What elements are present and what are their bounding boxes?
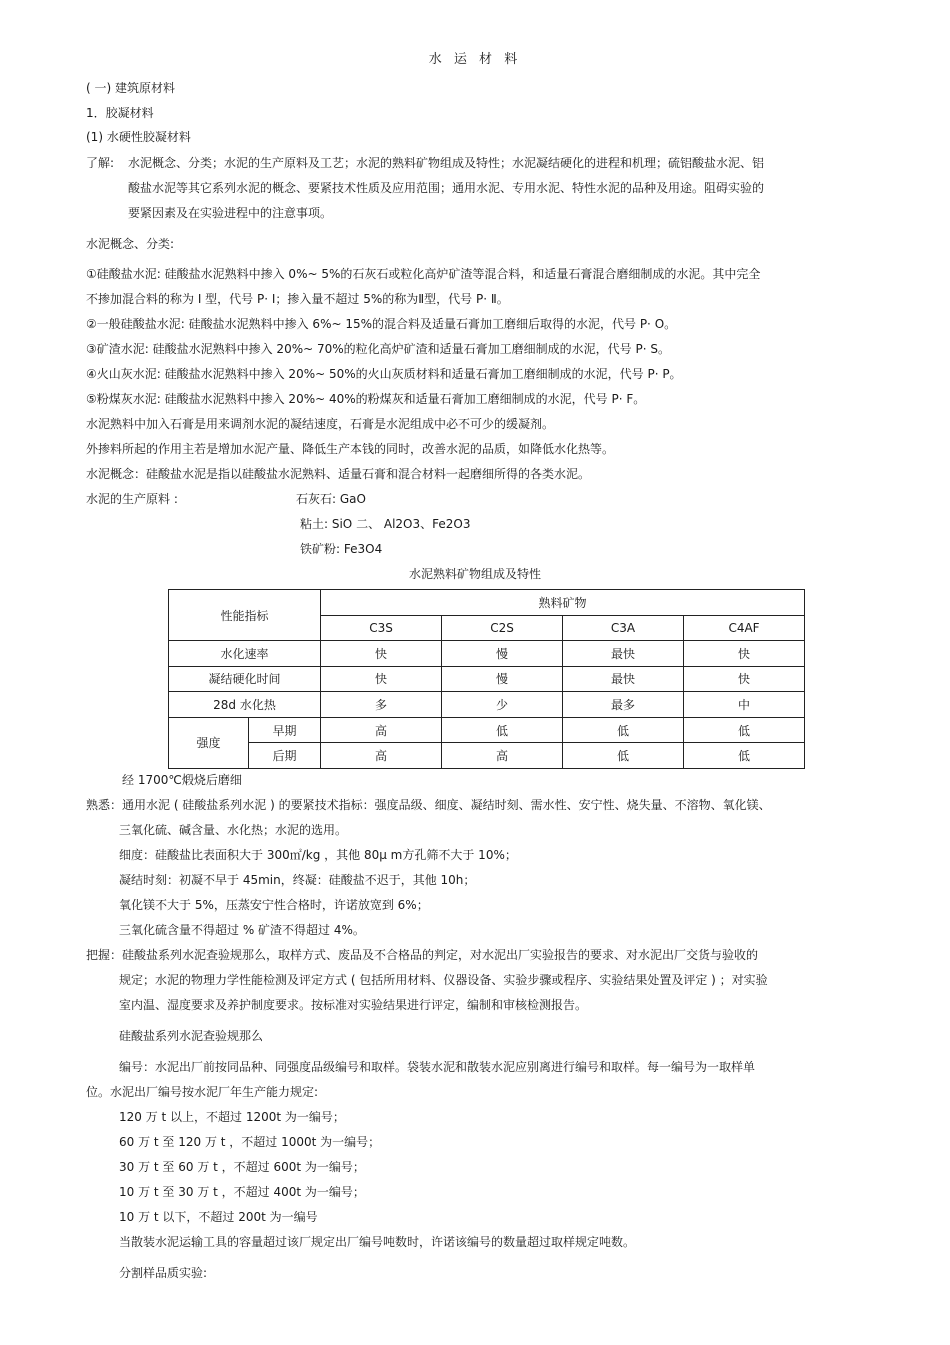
bulk-note: 当散装水泥运输工具的容量超过该厂规定出厂编号吨数时，许诺该编号的数量超过取样规定吨数。 (119, 1235, 636, 1249)
table-column-header: C3S (321, 615, 442, 641)
table-cell: 快 (321, 666, 442, 692)
table-cell: 慢 (442, 641, 563, 667)
raw-material-item: 铁矿粉: Fe3O4 (300, 542, 383, 556)
table-column-header: C3A (563, 615, 684, 641)
table-row (169, 717, 805, 743)
table-row (169, 641, 805, 667)
table-cell: 高 (442, 743, 563, 769)
numbering-item: 10 万 t 以下，不超过 200t 为一编号 (119, 1210, 318, 1224)
table-cell: 低 (563, 743, 684, 769)
table-row-label: 水化速率 (169, 641, 321, 667)
table-cell: 低 (684, 743, 805, 769)
master-line: 把握：硅酸盐系列水泥查验规那么，取样方式、废品及不合格品的判定，对水泥出厂实验报告的要求、对水泥出厂交货与验收的 (86, 948, 759, 962)
understand-line: 要紧因素及在实验进程中的注意事项。 (128, 206, 333, 220)
table-cell: 低 (563, 717, 684, 743)
inspection-heading: 硅酸盐系列水泥查验规那么 (119, 1029, 264, 1043)
table-column-header: C4AF (684, 615, 805, 641)
numbering-line: 位。水泥出厂编号按水泥厂年生产能力规定: (86, 1085, 319, 1099)
table-cell: 最多 (563, 692, 684, 718)
cement-type-line: 不掺加混合料的称为 Ⅰ 型，代号 P· Ⅰ；掺入量不超过 5%的称为Ⅱ型，代号 P· Ⅱ。 (86, 292, 509, 306)
table-row (169, 666, 805, 692)
raw-material-item: 粘土: SiO 二、 Al2O3、Fe2O3 (300, 517, 471, 531)
note-line: 外掺料所起的作用主若是增加水泥产量、降低生产本钱的同时，改善水泥的品质，如降低水化热等。 (86, 442, 615, 456)
table-caption: 水泥熟料矿物组成及特性 (408, 567, 541, 581)
table-header-cell: 性能指标 (169, 590, 321, 641)
section-heading-main: ( 一) 建筑原材料 (86, 81, 175, 95)
table-row-label: 凝结硬化时间 (169, 666, 321, 692)
familiar-line: 三氧化硫、碱含量、水化热；水泥的选用。 (119, 823, 348, 837)
master-line: 室内温、湿度要求及养护制度要求。按标准对实验结果进行评定，编制和审核检测报告。 (119, 998, 588, 1012)
master-line: 规定；水泥的物理力学性能检测及评定方式 ( 包括所用材料、仪器设备、实验步骤或程序、实验结果处置及评定 ) ；对实验 (119, 973, 768, 987)
familiar-item: 三氧化硫含量不得超过 % 矿渣不得超过 4%。 (119, 923, 365, 937)
cement-type-line: ②一般硅酸盐水泥: 硅酸盐水泥熟料中掺入 6%~ 15%的混合料及适量石膏加工磨细后取得的水泥，代号 P· O。 (86, 317, 677, 331)
calcine-note: 经 1700℃煅烧后磨细 (122, 773, 242, 787)
familiar-item: 细度：硅酸盐比表面积大于 300㎡/kg ，其他 80μ m方孔筛不大于 10%； (119, 848, 517, 862)
cement-type-line: ⑤粉煤灰水泥: 硅酸盐水泥熟料中掺入 20%~ 40%的粉煤灰和适量石膏加工磨细制成的水泥，代号 P· F。 (86, 392, 646, 406)
table-column-header: C2S (442, 615, 563, 641)
numbering-item: 30 万 t 至 60 万 t ，不超过 600t 为一编号； (119, 1160, 365, 1174)
cement-type-line: ④火山灰水泥: 硅酸盐水泥熟料中掺入 20%~ 50%的火山灰质材料和适量石膏加工磨细制成的水泥，代号 P· P。 (86, 367, 682, 381)
cement-type-line: ①硅酸盐水泥: 硅酸盐水泥熟料中掺入 0%~ 5%的石灰石或粒化高炉矿渣等混合料，和适量石膏混合磨细制成的水泥。其中完全 (86, 267, 761, 281)
raw-materials-label: 水泥的生产原料 : (86, 492, 178, 506)
table-cell: 高 (321, 743, 442, 769)
table-row-label: 28d 水化热 (169, 692, 321, 718)
table-row-sublabel: 早期 (249, 717, 321, 743)
section-heading-1-1: (1) 水硬性胶凝材料 (86, 130, 191, 144)
table-cell: 中 (684, 692, 805, 718)
familiar-item: 氧化镁不大于 5%，压蒸安宁性合格时，许诺放宽到 6%； (119, 898, 429, 912)
table-cell: 多 (321, 692, 442, 718)
familiar-line: 熟悉：通用水泥 ( 硅酸盐系列水泥 ) 的要紧技术指标：强度品级、细度、凝结时刻、需水性、安宁性、烧失量、不溶物、氧化镁、 (86, 798, 771, 812)
numbering-line: 编号：水泥出厂前按同品种、同强度品级编号和取样。袋装水泥和散装水泥应别离进行编号和取样。每一编号为一取样单 (119, 1060, 756, 1074)
table-cell: 慢 (442, 666, 563, 692)
table-cell: 快 (684, 641, 805, 667)
familiar-item: 凝结时刻：初凝不早于 45min，终凝：硅酸盐不迟于，其他 10h； (119, 873, 476, 887)
table-row-sublabel: 后期 (249, 743, 321, 769)
table-row (169, 692, 805, 718)
raw-material-item: 石灰石: GaO (296, 492, 366, 506)
table-cell: 少 (442, 692, 563, 718)
table-row-label: 强度 (169, 717, 249, 768)
document-title: 水 运 材 料 (428, 52, 522, 67)
table-row (169, 590, 805, 616)
numbering-item: 120 万 t 以上，不超过 1200t 为一编号； (119, 1110, 345, 1124)
cement-type-line: ③矿渣水泥: 硅酸盐水泥熟料中掺入 20%~ 70%的粒化高炉矿渣和适量石膏加工磨细制成的水泥，代号 P· S。 (86, 342, 670, 356)
note-line: 水泥概念：硅酸盐水泥是指以硅酸盐水泥熟料、适量石膏和混合材料一起磨细所得的各类水泥。 (86, 467, 591, 481)
understand-label: 了解: (86, 156, 115, 170)
understand-line: 水泥概念、分类；水泥的生产原料及工艺；水泥的熟料矿物组成及特性；水泥凝结硬化的进程和机理；硫铝酸盐水泥、铝 (128, 156, 765, 170)
table-cell: 最快 (563, 641, 684, 667)
understand-line: 酸盐水泥等其它系列水泥的概念、要紧技术性质及应用范围；通用水泥、专用水泥、特性水泥的品种及用途。阻碍实验的 (128, 181, 765, 195)
table-cell: 快 (684, 666, 805, 692)
table-cell: 快 (321, 641, 442, 667)
numbering-item: 10 万 t 至 30 万 t ，不超过 400t 为一编号； (119, 1185, 365, 1199)
numbering-item: 60 万 t 至 120 万 t ，不超过 1000t 为一编号； (119, 1135, 381, 1149)
note-line: 水泥熟料中加入石膏是用来调剂水泥的凝结速度，石膏是水泥组成中必不可少的缓凝剂。 (86, 417, 555, 431)
table-cell: 高 (321, 717, 442, 743)
section-heading-1: 1．胶凝材料 (86, 106, 154, 120)
table-cell: 低 (684, 717, 805, 743)
clinker-mineral-table (168, 589, 805, 769)
table-header-cell: 熟料矿物 (321, 590, 805, 616)
table-cell: 最快 (563, 666, 684, 692)
table-cell: 低 (442, 717, 563, 743)
table-row (169, 743, 805, 769)
split-heading: 分割样品质实验: (119, 1266, 208, 1280)
concept-heading: 水泥概念、分类: (86, 237, 175, 251)
